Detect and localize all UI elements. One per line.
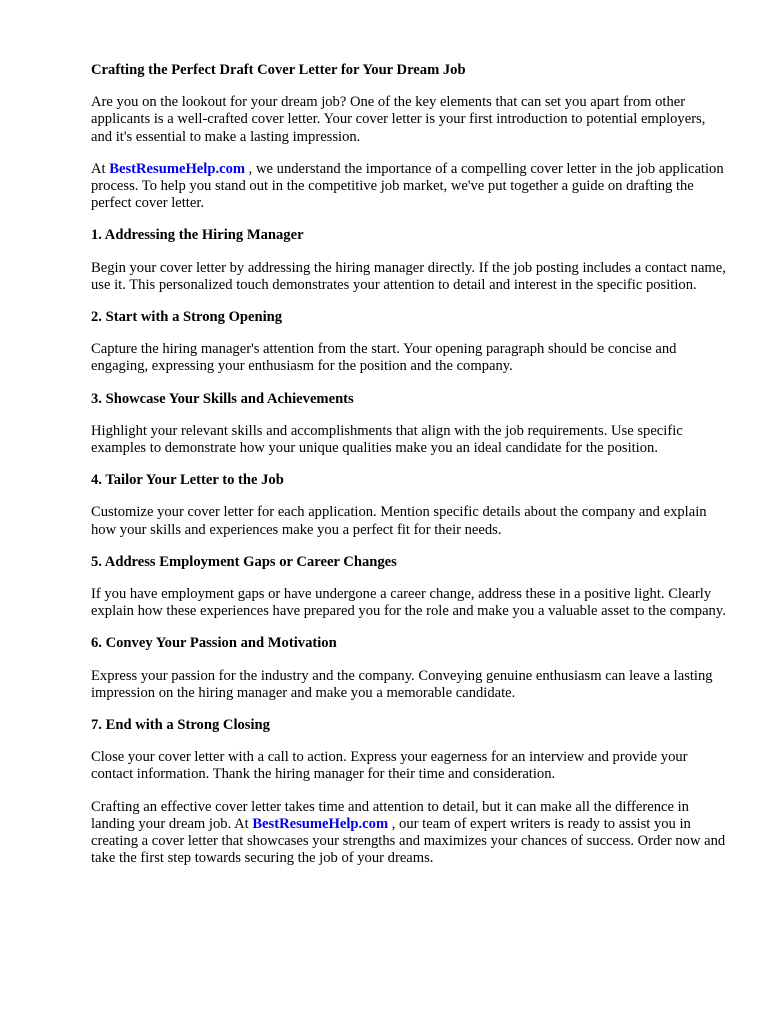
brand-paragraph-prefix: At: [91, 160, 110, 177]
section-5-body: If you have employment gaps or have undergone a career change, address these in a positive light. Clearly explain how these experiences have prepared you for the role and make you a valuable asset to the company.: [91, 586, 726, 620]
page-title: Crafting the Perfect Draft Cover Letter for Your Dream Job: [91, 62, 466, 78]
section-3-heading: 3. Showcase Your Skills and Achievements: [91, 390, 354, 407]
bestresumehelp-link-closing[interactable]: BestResumeHelp.com: [252, 815, 389, 832]
section-2-heading: 2. Start with a Strong Opening: [91, 309, 283, 326]
closing-paragraph-prefix: Crafting an effective cover letter takes time and attention to detail, but it can make all the difference in landing your dream job. At: [91, 798, 689, 832]
section-1-heading: 1. Addressing the Hiring Manager: [91, 227, 304, 244]
section-6-body: Express your passion for the industry and the company. Conveying genuine enthusiasm can leave a lasting impression on the hiring manager and make you a memorable candidate.: [91, 667, 713, 701]
brand-paragraph-suffix: , we understand the importance of a compelling cover letter in the job application process. To help you stand out in the competitive job market, we've put together a guide on drafting the perfect cover letter.: [91, 160, 724, 212]
closing-paragraph-suffix: , our team of expert writers is ready to assist you in creating a cover letter that showcases your strengths and maximizes your chances of success. Order now and take the first step towards securing the job of your dreams.: [91, 815, 726, 867]
closing-paragraph: [91, 799, 728, 868]
section-1-body: Begin your cover letter by addressing the hiring manager directly. If the job posting includes a contact name, use it. This personalized touch demonstrates your attention to detail and interest in the specific position.: [91, 259, 726, 293]
section-4-heading: 4. Tailor Your Letter to the Job: [91, 472, 284, 489]
intro-paragraph: Are you on the lookout for your dream job? One of the key elements that can set you apart from other applicants is a well-crafted cover letter. Your cover letter is your first introduction to potential employers, and it's essential to make a lasting impression.: [91, 94, 706, 145]
brand-paragraph: [91, 161, 728, 213]
section-5-heading: 5. Address Employment Gaps or Career Changes: [91, 553, 397, 570]
section-7-body: Close your cover letter with a call to action. Express your eagerness for an interview and provide your contact information. Thank the hiring manager for their time and consideration.: [91, 749, 688, 783]
section-7-heading: 7. End with a Strong Closing: [91, 717, 270, 734]
bestresumehelp-link[interactable]: BestResumeHelp.com: [109, 160, 246, 177]
section-4-body: Customize your cover letter for each application. Mention specific details about the company and explain how your skills and experiences make you a perfect fit for their needs.: [91, 504, 707, 538]
section-2-body: Capture the hiring manager's attention from the start. Your opening paragraph should be concise and engaging, expressing your enthusiasm for the position and the company.: [91, 341, 677, 375]
section-6-heading: 6. Convey Your Passion and Motivation: [91, 635, 337, 652]
section-3-body: Highlight your relevant skills and accomplishments that align with the job requirements. Use specific examples to demonstrate how your unique qualities make you an ideal candidate for the position.: [91, 422, 683, 457]
